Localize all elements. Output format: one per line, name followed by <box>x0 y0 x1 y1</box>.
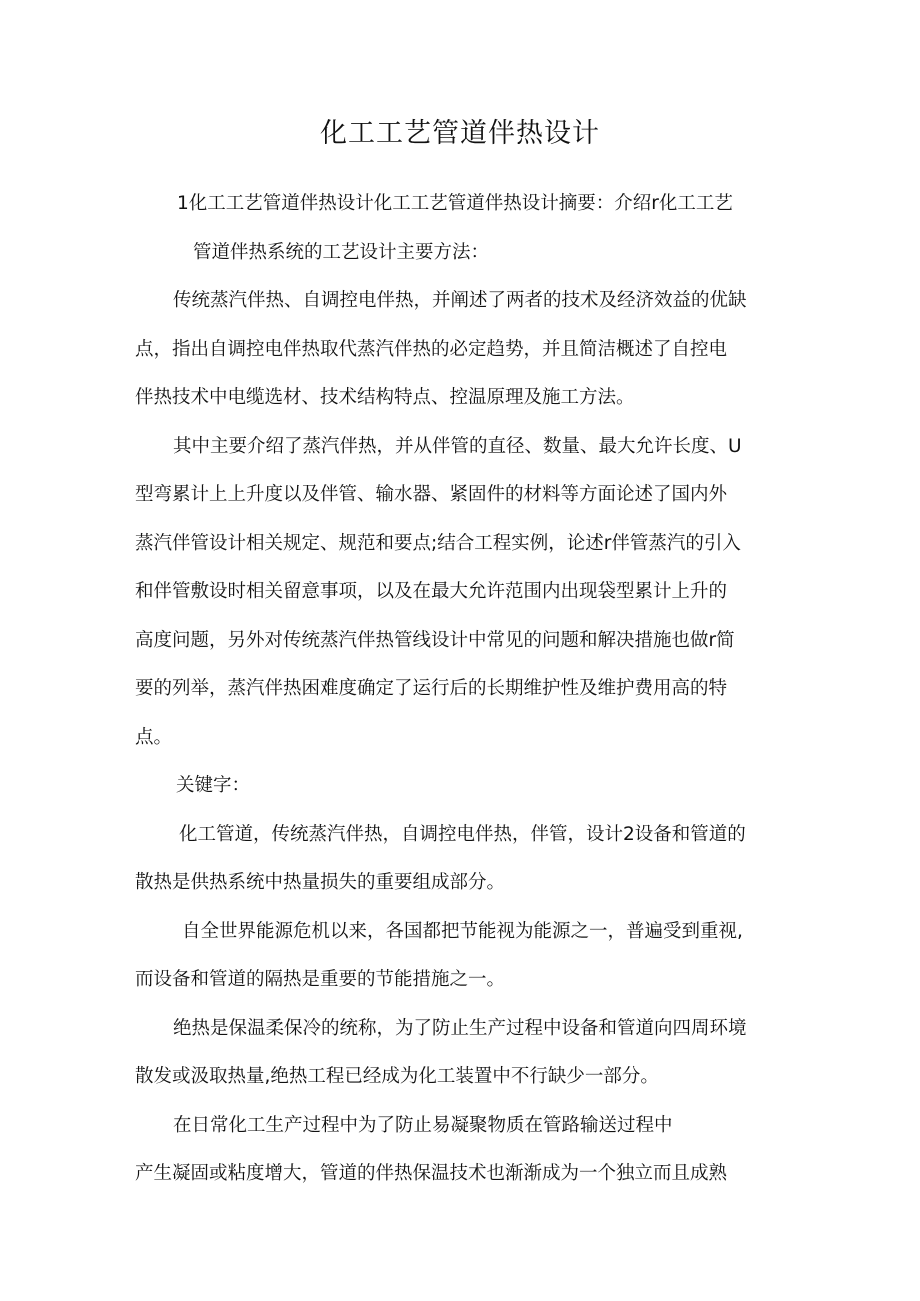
text-line: 化工管道，传统蒸汽伴热，自调控电伴热，伴管，设计2设备和管道的 <box>179 824 746 845</box>
text-line: 1化工工艺管道伴热设计化工工艺管道伴热设计摘要：介绍r化工工艺 <box>177 193 733 214</box>
text-line: 型弯累计上上升度以及伴管、输水器、紧固件的材料等方面论述了国内外 <box>135 484 728 505</box>
text-line: 而设备和管道的隔热是重要的节能措施之一。 <box>135 969 506 990</box>
text-line: 其中主要介绍了蒸汽伴热，并从伴管的直径、数量、最大允许长度、U <box>173 436 742 457</box>
text-line: 伴热技术中电缆选材、技术结构特点、控温原理及施工方法。 <box>135 387 635 408</box>
text-line: 点，指出自调控电伴热取代蒸汽伴热的必定趋势，并且简洁概述了自控电 <box>135 339 728 360</box>
text-line: 和伴管敷设时相关留意事项，以及在最大允许范围内出现袋型累计上升的 <box>135 581 728 602</box>
text-line: 在日常化工生产过程中为了防止易凝聚物质在管路输送过程中 <box>173 1115 673 1136</box>
text-line: 关键字： <box>176 775 251 796</box>
text-line: 蒸汽伴管设计相关规定、规范和要点;结合工程实例，论述r伴管蒸汽的引入 <box>135 533 741 554</box>
text-line: 散热是供热系统中热量损失的重要组成部分。 <box>135 872 506 893</box>
document-title: 化工工艺管道伴热设计 <box>320 118 600 149</box>
text-line: 自全世界能源危机以来，各国都把节能视为能源之一，普遍受到重视, <box>182 921 743 942</box>
text-line: 要的列举，蒸汽伴热困难度确定了运行后的长期维护性及维护费用高的特 <box>135 678 728 699</box>
text-line: 绝热是保温柔保冷的统称，为了防止生产过程中设备和管道向四周环境 <box>173 1018 747 1039</box>
text-line: 传统蒸汽伴热、自调控电伴热，并阐述了两者的技术及经济效益的优缺 <box>173 290 747 311</box>
text-line: 产生凝固或粘度增大，管道的伴热保温技术也渐渐成为一个独立而且成熟 <box>135 1163 728 1184</box>
text-line: 点。 <box>135 727 173 748</box>
text-line: 管道伴热系统的工艺设计主要方法： <box>193 242 490 263</box>
text-line: 高度问题，另外对传统蒸汽伴热管线设计中常见的问题和解决措施也做r简 <box>135 630 735 651</box>
text-line: 散发或汲取热量,绝热工程已经成为化工装置中不行缺少一部分。 <box>135 1066 659 1087</box>
